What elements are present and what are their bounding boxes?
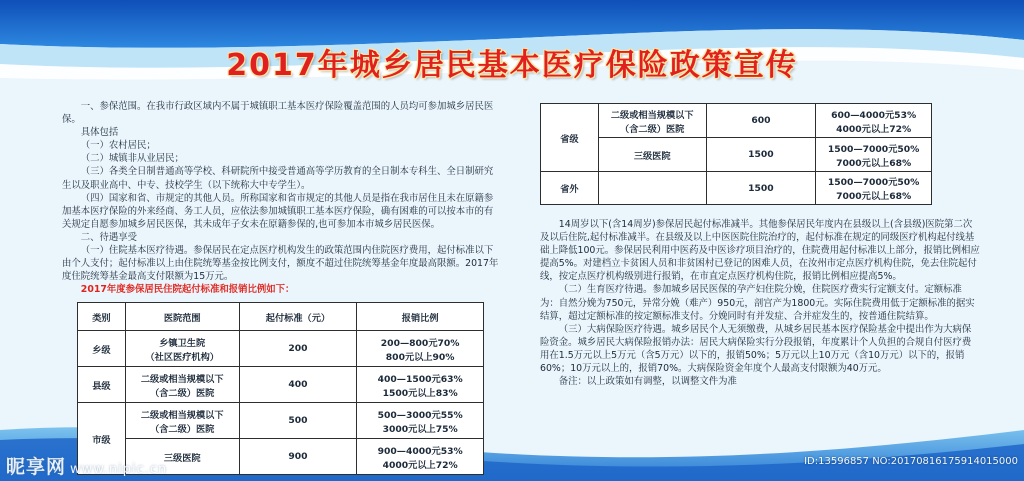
category-cell: 市级: [78, 403, 126, 475]
header-reimbursement-rate: 报销比例: [357, 303, 484, 331]
table-row: [78, 403, 484, 439]
deductible-cell: 600: [706, 104, 816, 138]
table-row: [78, 367, 484, 403]
header-hospital-scope: 医院范围: [125, 303, 239, 331]
policy-left-column: [62, 100, 502, 296]
deductible-cell: 400: [239, 367, 357, 403]
table-row: [541, 104, 932, 138]
hospital-cell: [125, 331, 239, 367]
rate-line: 1500—7000元50%: [827, 177, 920, 188]
hospital-line: 二级或相当规模以下: [140, 409, 224, 421]
rate-line: 3000元以上75%: [382, 423, 458, 435]
rate-line: 600—4000元53%: [831, 109, 917, 121]
rate-line: 7000元以上68%: [836, 157, 912, 169]
scope-item-urban: （二）城镇非从业居民；: [80, 153, 184, 165]
hospital-cell: [598, 104, 706, 138]
rate-cell: [357, 439, 484, 475]
rate-line: 4000元以上72%: [836, 123, 912, 135]
critical-illness-paragraph: （三）大病保险医疗待遇。城乡居民个人无须缴费，从城乡居民基本医疗保险基金中提出作为大病保险资金。城乡居民大病保险报销办法：居民大病保险实行分段报销，年度累计个人负担的合规自付医疗费用在1.5万元以上5万元（含5万元）以下的，报销50%；5万元以上10万元（含10万元）以下的，报销60%；10万元以上的，报销70%。大病保险资金年度个人最高支付限额为40万元。: [540, 323, 972, 375]
insured-scope-paragraph: 一、参保范围。在我市行政区域内不属于城镇职工基本医疗保险覆盖范围的人员均可参加城乡居民医保。: [62, 101, 494, 126]
rate-cell: [357, 331, 484, 367]
rate-line: 800元以上90%: [385, 351, 455, 363]
hospital-cell: 三级医院: [598, 138, 706, 172]
scope-includes-label: 具体包括: [80, 127, 119, 139]
table-row: [541, 172, 932, 205]
deductible-cell: 900: [239, 439, 357, 475]
scope-item-rural: （一）农村居民；: [80, 140, 156, 152]
rate-cell: [816, 104, 932, 138]
hospital-line: （含二级）医院: [620, 123, 685, 135]
deductible-cell: 200: [239, 331, 357, 367]
hospital-line: （含二级）医院: [150, 423, 215, 435]
hospital-line: 二级或相当规模以下: [610, 109, 694, 121]
benefits-heading: 二、待遇享受: [80, 231, 138, 243]
reimbursement-table-right: [540, 103, 932, 205]
hospital-line: （含二级）医院: [150, 387, 215, 399]
table-row: [78, 331, 484, 367]
rate-line: 1500—7000元50%: [827, 143, 920, 155]
rate-line: 900—4000元53%: [377, 445, 463, 457]
hospital-line: （社区医疗机构）: [145, 351, 219, 363]
rate-line: 200—800元70%: [380, 337, 460, 349]
deductible-cell: 1500: [706, 138, 816, 172]
scope-item-students: （三）各类全日制普通高等学校、科研院所中接受普通高等学历教育的全日制本专科生、全日制研究生以及职业高中、中专、技校学生（以下统称大中专学生）。: [62, 166, 494, 191]
rate-cell: [816, 172, 932, 205]
hospital-cell: 三级医院: [125, 439, 239, 475]
watermark-brand-name: 昵享网: [6, 456, 67, 478]
hospital-cell: [125, 367, 239, 403]
reimbursement-table-left: [77, 302, 484, 475]
rate-line: 1500元以上83%: [382, 387, 458, 399]
hospital-line: 乡镇卫生院: [159, 337, 206, 349]
deductible-rules-paragraph: 14周岁以下(含14周岁)参保居民起付标准减半。其他参保居民年度内在县级以上(含县级)医院第二次及以后住院,起付标准减半。在县级及以上中医医院住院治疗的，起付标准在规定的同级医疗机构起付线基础上降低100元。参保居民利用中医药及中医诊疗项目治疗的，住院费用起付标准以上部分，报销比例相应提高5%。对建档立卡贫困人员和非贫困村已登记的困难人员，在汝州市定点医疗机构住院，免去住院起付线，按定点医疗机构级别进行报销，在市直定点医疗机构住院，报销比例相应提高5%。: [540, 219, 980, 283]
header-deductible: 起付标准（元）: [239, 303, 357, 331]
rate-cell: [357, 403, 484, 439]
table-header-row: [78, 303, 484, 331]
remarks-paragraph: 备注：以上政策如有调整，以调整文件为准: [558, 376, 737, 388]
rate-line: 400—1500元63%: [377, 373, 463, 385]
rate-cell: [357, 367, 484, 403]
category-cell: 省级: [541, 104, 599, 172]
policy-right-column: [540, 218, 980, 388]
header-category: 类别: [78, 303, 126, 331]
watermark-brand: [6, 452, 167, 479]
page-title: 2017年城乡居民基本医疗保险政策宣传: [226, 48, 798, 83]
category-cell: 乡级: [78, 331, 126, 367]
deductible-cell: 1500: [706, 172, 816, 205]
watermark-url: www.nipic.cn: [70, 462, 168, 477]
rate-line: 4000元以上72%: [382, 459, 458, 471]
watermark-id: ID:13596857 NO:20170816175914015000: [804, 456, 1018, 467]
category-cell: 省外: [541, 172, 599, 205]
table-caption: 2017年度参保居民住院起付标准和报销比例如下：: [80, 284, 295, 296]
deductible-cell: 500: [239, 403, 357, 439]
hospital-cell: [125, 403, 239, 439]
category-cell: 县级: [78, 367, 126, 403]
hospital-cell-empty: [598, 172, 706, 205]
rate-cell: [816, 138, 932, 172]
inpatient-benefit-paragraph: （一）住院基本医疗待遇。参保居民在定点医疗机构发生的政策范围内住院医疗费用，起付标准以下由个人支付；起付标准以上由住院统筹基金按比例支付，额度不超过住院统筹基金年度最高限额。2017年度住院统筹基金最高支付限额为15万元。: [62, 245, 499, 283]
rate-line: 500—3000元55%: [377, 409, 463, 421]
maternity-benefit-paragraph: （二）生育医疗待遇。参加城乡居民医保的孕产妇住院分娩，住院医疗费实行定额支付。定额标准为：自然分娩为750元，异常分娩（难产）950元，剖宫产为1800元。实际住院费用低于定额标准的据实结算，超过定额标准的按定额标准支付。分娩同时有并发症、合并症发生的，按普通住院结算。: [540, 284, 975, 322]
hospital-line: 二级或相当规模以下: [140, 373, 224, 385]
table-row: [541, 138, 932, 172]
scope-item-others: （四）国家和省、市规定的其他人员。所称国家和省市规定的其他人员是指在我市居住且未在原籍参加基本医疗保险的外来经商、务工人员，应依法参加城镇职工基本医疗保险，确有困难的可以按本市的有关规定自愿参加城乡居民医保，其未成年子女未在原籍参保的,也可参加本市城乡居民医保。: [62, 192, 494, 230]
rate-line: 7000元以上68%: [836, 191, 912, 202]
